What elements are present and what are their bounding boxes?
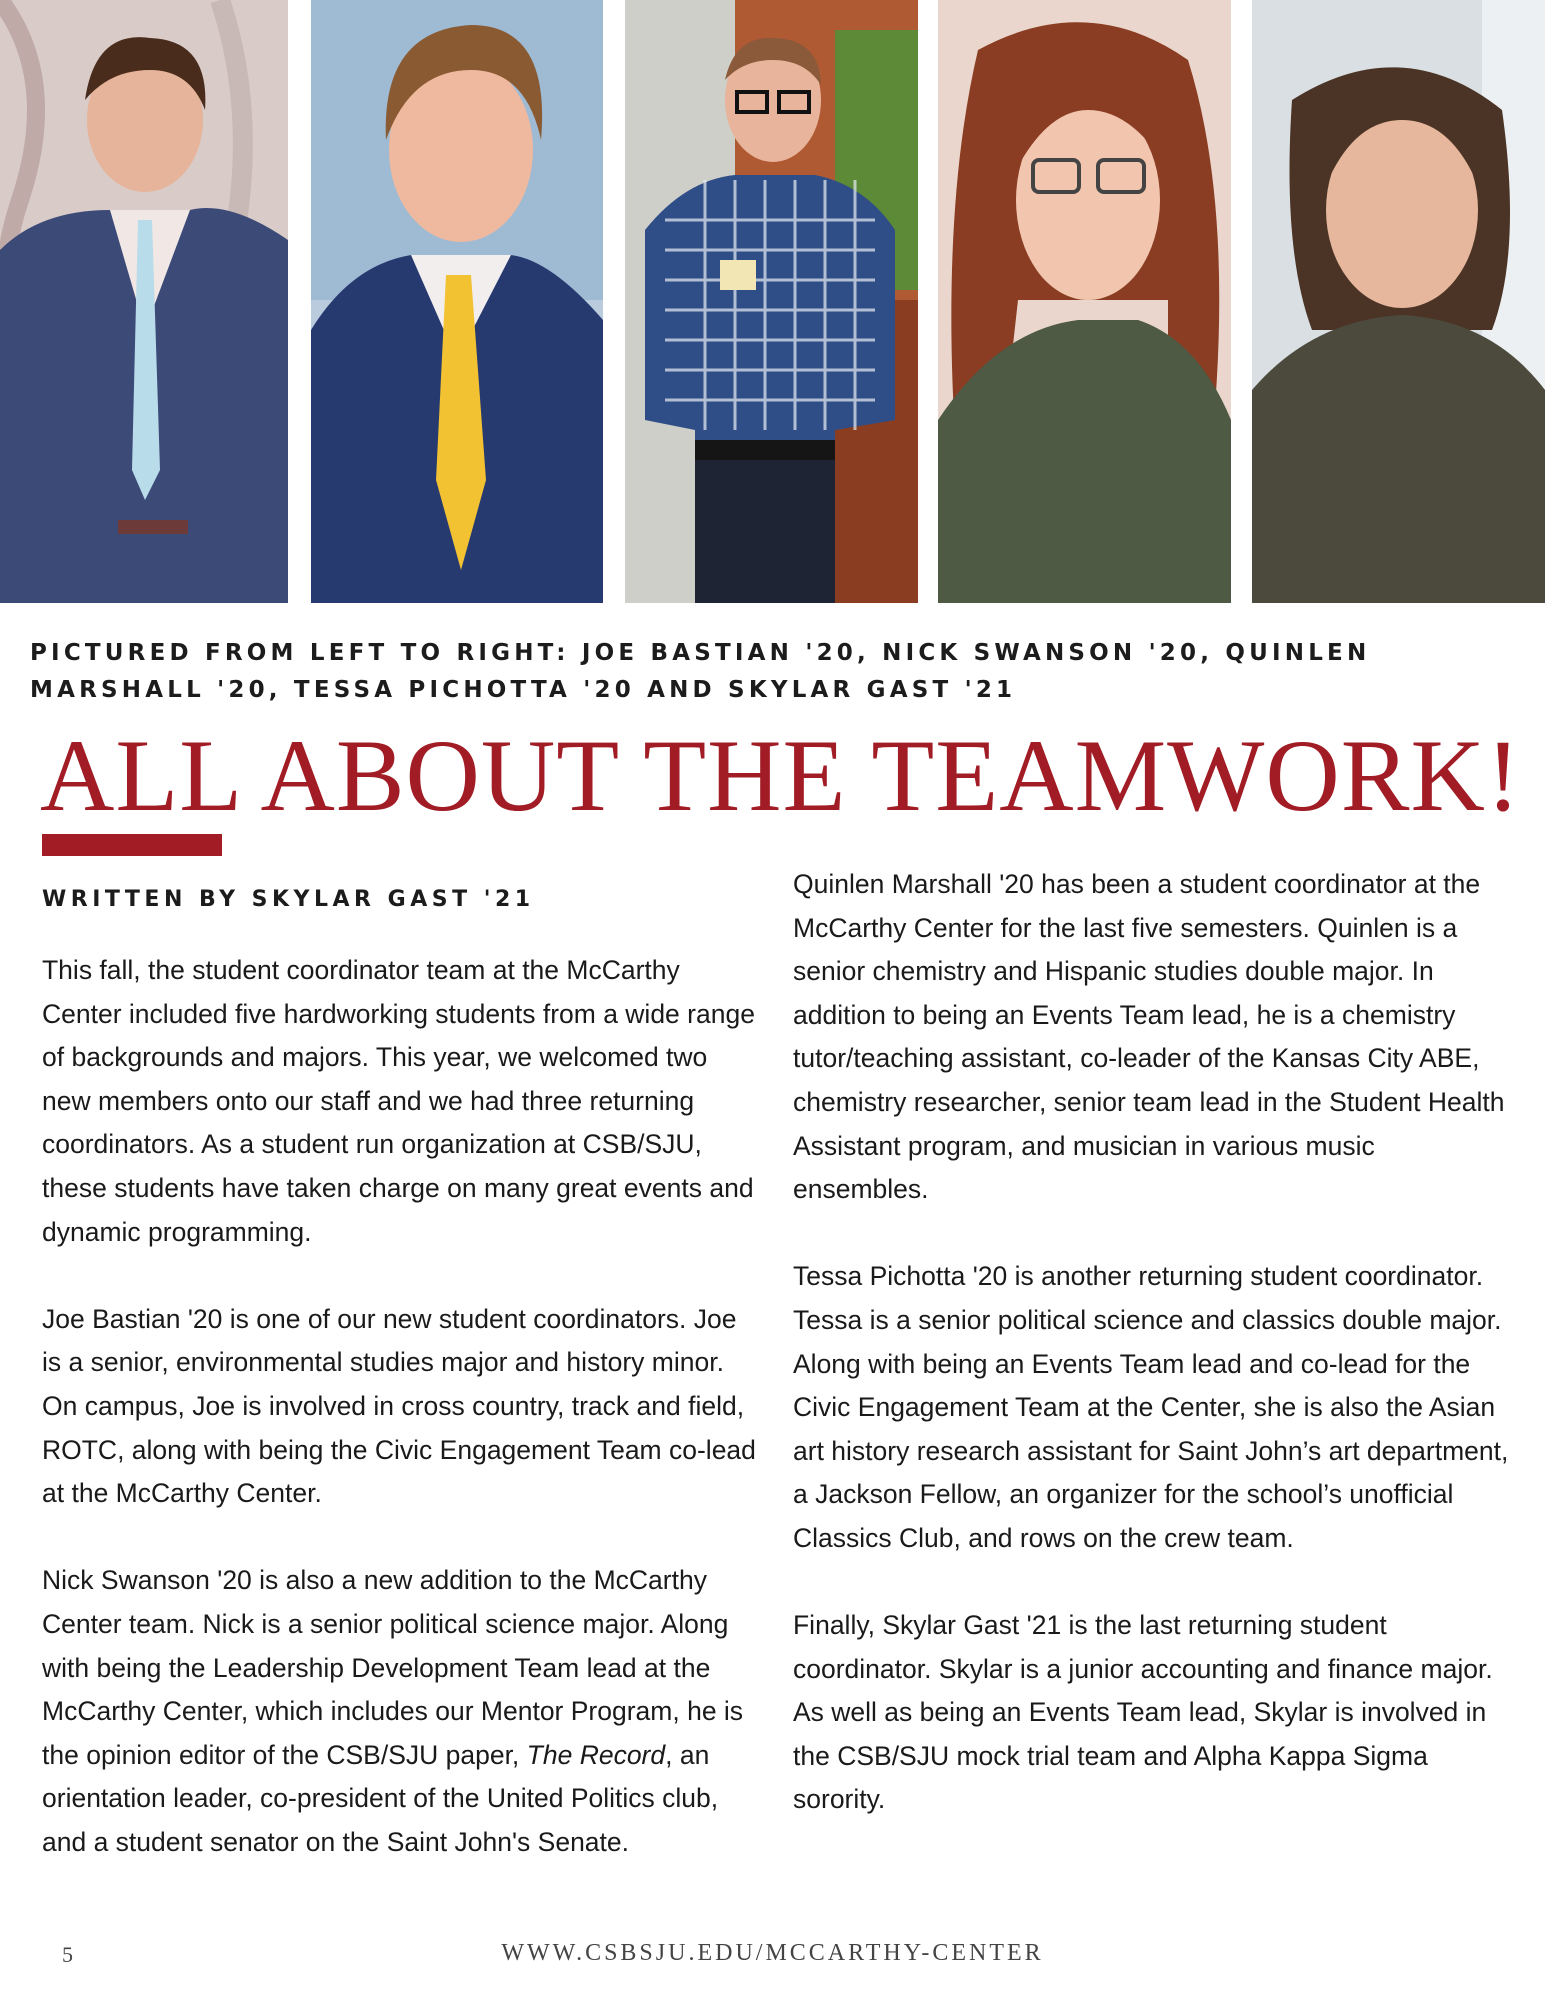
nick-swanson-paragraph: [42, 1559, 762, 1864]
photo-quinlen-marshall: [625, 0, 918, 603]
article-column-left: [42, 949, 762, 1908]
nick-paragraph-text-end: , an orientation leader, co-president of the United Politics club, and a student senator on the Saint John's Senate.: [42, 1739, 719, 1857]
tessa-pichotta-paragraph: Tessa Pichotta '20 is another returning student coordinator. Tessa is a senior political science and classics double major. Along with being an Events Team lead and co-lead for the Civic Engagement Team at the Center, she is also the Asian art history research assistant for Saint John’s art department, a Jackson Fellow, an organizer for the school’s unofficial Classics Club, and rows on the crew team.: [793, 1261, 1509, 1553]
article-column-right: [793, 863, 1513, 1866]
photo-strip: [0, 0, 1545, 603]
page-number: 5: [62, 1942, 73, 1967]
footer-website-url: WWW.CSBSJU.EDU/MCCARTHY-CENTER: [501, 1940, 1044, 1966]
photo-joe-bastian: [0, 0, 288, 603]
quinlen-marshall-paragraph: Quinlen Marshall '20 has been a student coordinator at the McCarthy Center for the last five semesters. Quinlen is a senior chemistry and Hispanic studies double major. In addition to being an Events Team lead, he is a chemistry tutor/teaching assistant, co-leader of the Kansas City ABE, chemistry researcher, senior team lead in the Student Health Assistant program, and musician in various music ensembles.: [793, 869, 1505, 1205]
article-headline: ALL ABOUT THE TEAMWORK!: [40, 719, 1522, 833]
photo-caption: PICTURED FROM LEFT TO RIGHT: JOE BASTIAN '20, NICK SWANSON '20, QUINLEN MARSHALL '20, TESSA PICHOTTA '20 AND SKYLAR GAST '21: [30, 640, 1371, 703]
skylar-gast-paragraph: Finally, Skylar Gast '21 is the last returning student coordinator. Skylar is a junior accounting and finance major. As well as being an Events Team lead, Skylar is involved in the CSB/SJU mock trial team and Alpha Kappa Sigma sorority.: [793, 1610, 1493, 1815]
newspaper-title: The Record: [526, 1739, 666, 1770]
photo-tessa-pichotta: [938, 0, 1231, 603]
joe-bastian-paragraph: Joe Bastian '20 is one of our new student coordinators. Joe is a senior, environmental studies major and history minor. On campus, Joe is involved in cross country, track and field, ROTC, along with being the Civic Engagement Team co-lead at the McCarthy Center.: [42, 1303, 756, 1509]
nick-paragraph-text-start: Nick Swanson '20 is also a new addition to the McCarthy Center team. Nick is a senior political science major. Along with being the Leadership Development Team lead at the McCarthy Center, which includes our Mentor Program, he is the opinion editor of the CSB/SJU paper,: [42, 1565, 744, 1770]
photo-nick-swanson: [311, 0, 603, 603]
headline-accent-rule: [42, 834, 222, 856]
intro-paragraph: This fall, the student coordinator team at the McCarthy Center included five hardworking students from a wide range of backgrounds and majors. This year, we welcomed two new members onto our staff and we had three returning coordinators. As a student run organization at CSB/SJU, these students have taken charge on many great events and dynamic programming.: [42, 955, 755, 1247]
photo-skylar-gast: [1252, 0, 1545, 603]
article-byline: WRITTEN BY SKYLAR GAST '21: [42, 887, 535, 912]
